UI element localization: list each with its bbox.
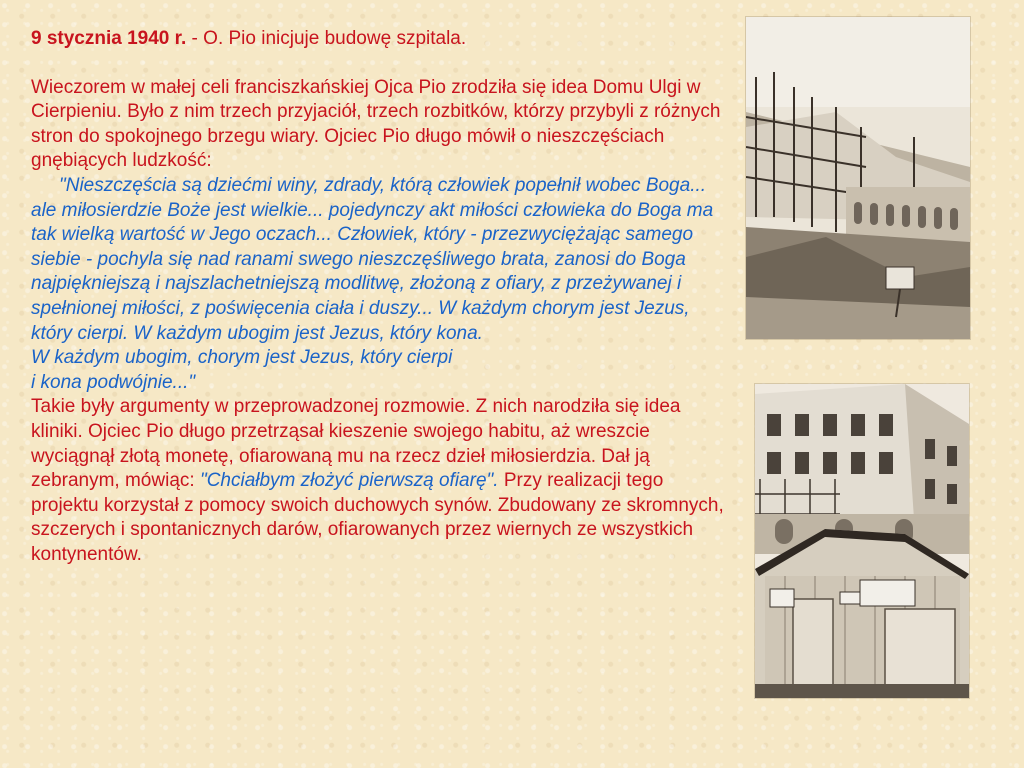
paragraph-intro bbox=[31, 76, 731, 568]
heading-date: 9 stycznia 1940 r. bbox=[31, 28, 187, 49]
construction-photo-image bbox=[746, 17, 970, 339]
quote-part1: "Nieszczęścia są dziećmi winy, zdrady, którą człowiek popełnił wobec Boga... ale miłosierdzie Boże jest wielkie... pojedynczy akt miłości człowieka do Boga ma tak wielką wartość w Jego oczach... Człowiek, który - przezwyciężając samego siebie - pochyla się nad ranami swego nieszczęśliwego brata, zanosi do Boga najpiękniejszą i najszlachetniejszą modlitwę, złożoną z ofiary, z przeżywanej i spełnionej miłości, z poświęcenia ciała i duszy... W każdym chorym jest Jezus, który cierpi. W każdym ubogim jest Jezus, który kona. bbox=[31, 174, 714, 344]
heading-line bbox=[31, 27, 731, 52]
construction-photo bbox=[746, 17, 970, 339]
hospital-photo-image bbox=[755, 384, 969, 698]
heading-rest: - O. Pio inicjuje budowę szpitala. bbox=[186, 28, 467, 49]
hospital-photo bbox=[755, 384, 969, 698]
inline-quote: "Chciałbym złożyć pierwszą ofiarę". bbox=[199, 470, 499, 492]
closing-text: Przy realizacji tego projektu korzystał z pomocy swoich duchowych synów. Zbudowany ze skromnych, szczerych i spontanicznych darów, ofiarowanych przez wiernych ze wszystkich kontynentów. bbox=[31, 470, 724, 565]
article-text bbox=[31, 27, 731, 567]
quote-part3: i kona podwójnie..." bbox=[31, 371, 196, 393]
intro-text: Wieczorem w małej celi franciszkańskiej Ojca Pio zrodziła się idea Domu Ulgi w Cierpieniu. Było z nim trzech przyjaciół, trzech rozbitków, którzy przybyli z różnych stron do spokojnego brzegu wiary. Ojciec Pio długo mówił o nieszczęściach gnębiących ludzkość: bbox=[31, 76, 721, 172]
quote-part2: W każdym ubogim, chorym jest Jezus, który cierpi bbox=[31, 347, 453, 369]
after-quote-text: Takie były argumenty w przeprowadzonej rozmowie. Z nich narodziła się idea kliniki. Ojciec Pio długo przetrząsał kieszenie swojego habitu, aż wreszcie wyciągnął złotą monetę, ofiarowaną mu na rzecz dzieł miłosierdzia. Dał ją zebranym, mówiąc: bbox=[31, 396, 681, 492]
